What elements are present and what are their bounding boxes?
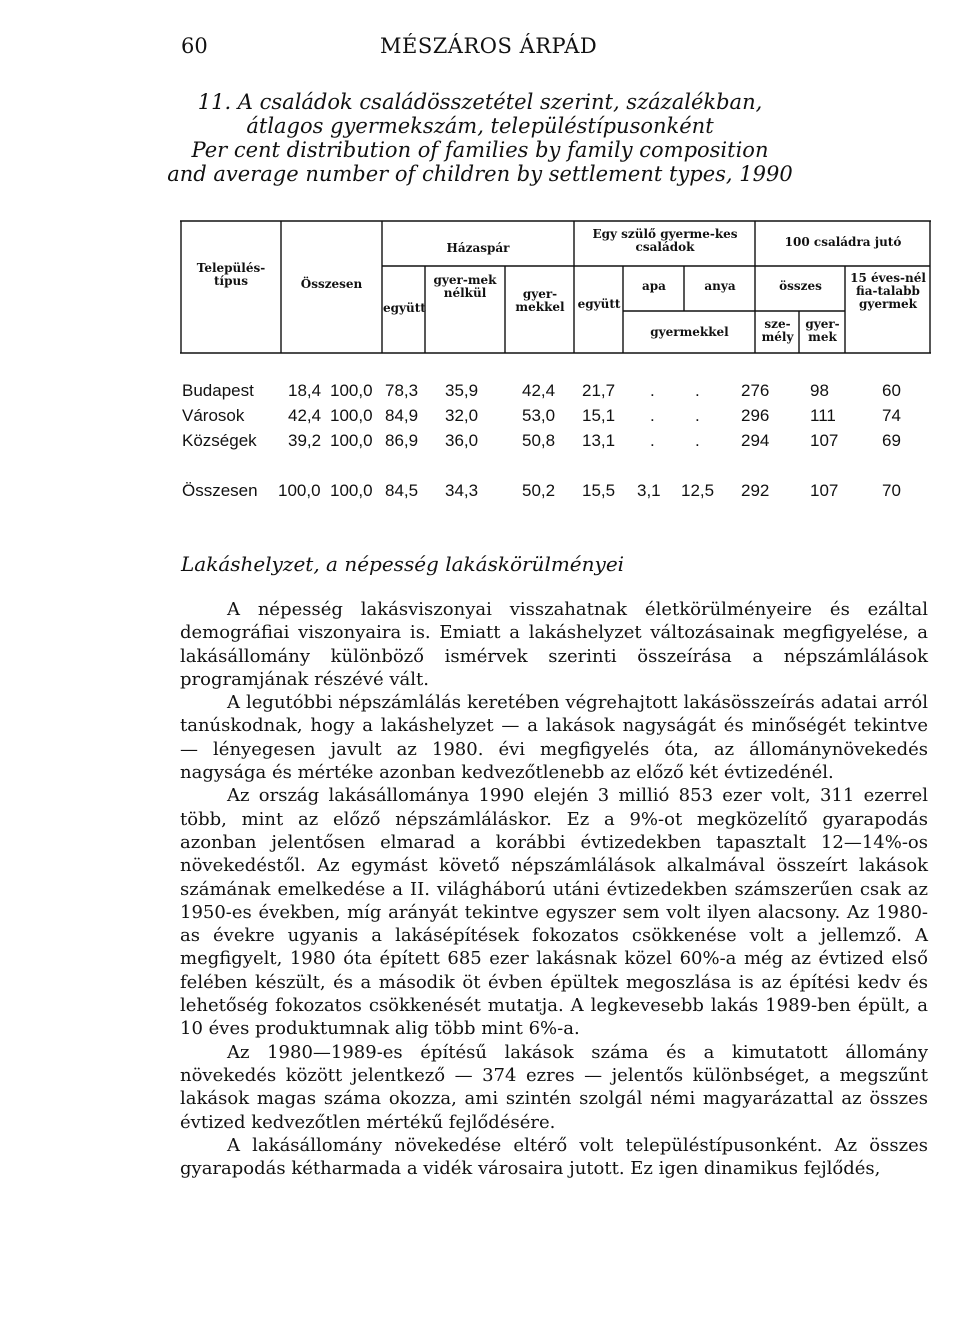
header-mother: anya [704,279,736,293]
table-row [180,406,940,430]
table-cell: 107 [810,481,839,500]
table-cell: 12,5 [681,481,715,500]
header-single-together: együtt [577,297,621,311]
table-cell: 3,1 [637,481,661,500]
table-cell: 35,9 [445,381,479,400]
table-cell: 36,0 [445,431,479,450]
row-label: Összesen [182,481,258,500]
table-cell: 50,8 [522,431,556,450]
header-father: apa [642,279,666,293]
row-label: Községek [182,431,257,450]
table-cell: 53,0 [522,406,556,425]
header-persons: sze-mély [761,317,794,344]
header-settlement-type: Település-típus [196,261,266,288]
table-row-total [180,481,940,505]
table-title-line: Per cent distribution of families by family composition [191,138,769,162]
page-header [0,34,960,64]
table-row [180,381,940,405]
running-head: MÉSZÁROS ÁRPÁD [380,34,598,58]
header-single-parent: Egy szülő gyerme-kes családok [592,227,738,254]
header-per-100-families: 100 családra jutó [784,235,902,249]
table-cell: 296 [741,406,770,425]
table-cell: 70 [882,481,901,500]
section-title: Lakáshelyzet, a népesség lakáskörülményei [181,552,625,576]
header-children: gyer-mek [805,317,840,344]
header-couple: Házaspár [446,241,510,255]
table-cell: 21,7 [582,381,616,400]
header-couple-with-children: gyer-mekkel [515,287,565,314]
header-under-15: 15 éves-nél fia-talabb gyermek [850,271,926,311]
table-cell: . [695,406,700,425]
table-cell: . [650,406,655,425]
header-total: Összesen [300,277,363,291]
table-cell: 111 [810,406,836,425]
table-cell: . [695,381,700,400]
table-cell: 100,0 [330,481,373,500]
table-cell: 13,1 [582,431,616,450]
table-title-line: átlagos gyermekszám, településtípusonként [246,114,714,138]
header-couple-no-children: gyer-mek nélkül [433,273,497,300]
table-cell: 60 [882,381,901,400]
table-cell: 276 [741,381,770,400]
body-text [180,598,928,1180]
table-cell: . [650,431,655,450]
header-with-children: gyermekkel [650,325,729,339]
table-cell: 69 [882,431,901,450]
table-cell: 107 [810,431,839,450]
table-title-line: and average number of children by settlement types, 1990 [167,162,793,186]
table-cell: 42,4 [288,406,322,425]
header-in-total: összes [779,279,822,293]
table-cell: 292 [741,481,770,500]
table-cell: 100,0 [330,381,373,400]
table-cell: 98 [810,381,829,400]
table-cell: 294 [741,431,770,450]
paragraph: A legutóbbi népszámlálás keretében végrehajtott lakásösszeírás adatai arról tanúskodnak, hogy a lakáshelyzet — a lakások nagyságát és minőségét tekintve — lényegesen javult az 1980. évi megfigyelés óta, az állománynövekedés nagysága és mértéke azonban kedvezőtlenebb az előző két évtizedénél. [180,692,928,784]
page-number: 60 [181,34,208,58]
header-couple-together: együtt [383,301,426,315]
table-cell: 42,4 [522,381,556,400]
table-cell: 15,1 [582,406,616,425]
table-cell: 74 [882,406,901,425]
table-title [150,90,810,186]
paragraph: Az ország lakásállománya 1990 elején 3 millió 853 ezer volt, 311 ezerrel több, mint az előző népszámláláskor. Ez a 9%-ot megközelítő gyarapodás azonban jelentősen elmarad a korábbi évtizedekben tapasztalt 12—14%-os növekedéstől. Az egymást követő népszámlálások alkalmával összeírt lakások számának emelkedése a II. világháború utáni évtizedekben számszerűen csak az 1950-es években, míg arányát tekintve egyszer sem volt ilyen alacsony. Az 1980-as évekre ugyanis a lakásépítések fokozatos csökkenése volt a jellemző. A megfigyelt, 1980 óta épített 685 ezer lakásnak közel 60%-a még az évtized első felében készült, és a második öt évben épültek megoszlása is az építési kedv és lehetőség fokozatos csökkenését mutatja. A legkevesebb lakás 1989-ben épült, a 10 éves produktumnak alig több mint 6%-a. [180,785,928,1040]
table-cell: 39,2 [288,431,322,450]
row-label: Budapest [182,381,254,400]
paragraph: A népesség lakásviszonyai visszahatnak életkörülményeire és ezáltal demográfiai viszonyaira is. Emiatt a lakáshelyzet változásainak megfigyelése, a lakásállomány különböző ismérvek szerinti összeírása a népszámlálások programjának részévé vált. [180,599,928,690]
table-cell: 84,9 [385,406,419,425]
table-cell: 78,3 [385,381,419,400]
table-cell: 50,2 [522,481,556,500]
table-cell: 32,0 [445,406,479,425]
table-cell: 100,0 [278,481,321,500]
table-cell: 100,0 [330,431,373,450]
table-cell: 18,4 [288,381,322,400]
table-cell: 100,0 [330,406,373,425]
row-label: Városok [182,406,245,425]
table-cell: 15,5 [582,481,616,500]
table-row [180,431,940,455]
table-header [180,220,931,354]
paragraph: A lakásállomány növekedése eltérő volt településtípusonként. Az összes gyarapodás kétharmada a vidék városaira jutott. Ez igen dinamikus fejlődés, [180,1134,928,1180]
paragraph: Az 1980—1989-es építésű lakások száma és a kimutatott állomány növekedés között jelentkező — 374 ezres — jelentős különbséget, a megszűnt lakások magas száma okozza, ami szintén szolgál némi magyarázattal az összes évtized kedvezőtlen mértékű fejlődésére. [180,1041,928,1133]
table-cell: . [650,381,655,400]
table-title-line: 11. A családok családösszetétel szerint, százalékban, [197,90,763,114]
table-cell: 34,3 [445,481,479,500]
table-cell: . [695,431,700,450]
table-cell: 86,9 [385,431,419,450]
table-cell: 84,5 [385,481,419,500]
